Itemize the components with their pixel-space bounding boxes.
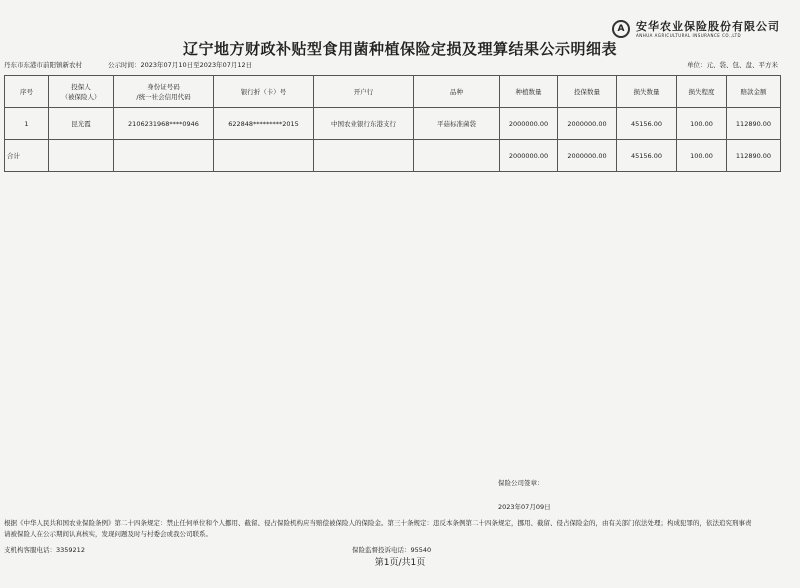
company-name-en: ANHUA AGRICULTURAL INSURANCE CO.,LTD — [636, 33, 742, 38]
signature-date: 2023年07月09日 — [498, 503, 551, 511]
company-name: 安华农业保险股份有限公司 — [636, 20, 780, 33]
settlement-table — [4, 75, 781, 172]
table-header-row — [5, 76, 781, 108]
table-cell: 45156.00 — [617, 108, 677, 140]
column-header: 开户行 — [314, 76, 414, 108]
table-cell — [414, 140, 500, 172]
table-cell: 622848*********2015 — [214, 108, 314, 140]
column-header: 赔款金额 — [727, 76, 781, 108]
column-header: 投保人 （被保险人） — [49, 76, 114, 108]
table-cell: 2000000.00 — [558, 140, 617, 172]
branch-hotline: 支机构客服电话：3359212 — [4, 546, 85, 554]
column-header: 损失数量 — [617, 76, 677, 108]
table-cell: 2000000.00 — [500, 140, 558, 172]
column-header: 损失程度 — [677, 76, 727, 108]
page-number: 第1页/共1页 — [374, 558, 426, 568]
legal-note: 根据《中华人民共和国农业保险条例》第二十四条规定：禁止任何单位和个人挪用、截留、侵占保险机构应当赔偿被保险人的保险金。第三十条规定：违反本条例第二十四条规定，挪用、截留、侵占保险金的，由有关部门依法处理；构成犯罪的，依法追究刑事责 — [4, 519, 752, 527]
total-row — [5, 140, 781, 172]
document-title: 辽宁地方财政补贴型食用菌种植保险定损及理算结果公示明细表 — [182, 40, 617, 58]
table-cell: 45156.00 — [617, 140, 677, 172]
table-cell: 2106231968****0946 — [114, 108, 214, 140]
table-cell: 合计 — [5, 140, 49, 172]
table-cell: 2000000.00 — [500, 108, 558, 140]
legal-note-contact: 请被保险人在公示期间认真核实，发现问题及时与村委会或我公司联系。 — [4, 530, 212, 538]
publication-period: 公示时间：2023年07月10日至2023年07月12日 — [108, 61, 253, 69]
table-cell: 100.00 — [677, 108, 727, 140]
table-cell: 中国农业银行东港支行 — [314, 108, 414, 140]
complaint-hotline: 保险监督投诉电话：95540 — [352, 546, 432, 554]
column-header: 投保数量 — [558, 76, 617, 108]
column-header: 银行折（卡）号 — [214, 76, 314, 108]
company-logo-icon: A — [612, 20, 630, 38]
table-cell: 112890.00 — [727, 140, 781, 172]
column-header: 种植数量 — [500, 76, 558, 108]
signature-label: 保险公司签章： — [498, 479, 544, 487]
table-cell — [114, 140, 214, 172]
column-header: 品种 — [414, 76, 500, 108]
unit-label: 单位：元、袋、包、盘、平方米 — [687, 61, 778, 69]
table-cell — [314, 140, 414, 172]
location-label: 丹东市东港市前阳镇新农村 — [4, 61, 82, 69]
table-cell: 1 — [5, 108, 49, 140]
table-cell: 2000000.00 — [558, 108, 617, 140]
table-cell — [49, 140, 114, 172]
table-row — [5, 108, 781, 140]
table-cell — [214, 140, 314, 172]
table-cell: 100.00 — [677, 140, 727, 172]
column-header: 序号 — [5, 76, 49, 108]
column-header: 身份证号码 /统一社会信用代码 — [114, 76, 214, 108]
table-cell: 平菇标准菌袋 — [414, 108, 500, 140]
table-cell: 昆光霞 — [49, 108, 114, 140]
table-cell: 112890.00 — [727, 108, 781, 140]
